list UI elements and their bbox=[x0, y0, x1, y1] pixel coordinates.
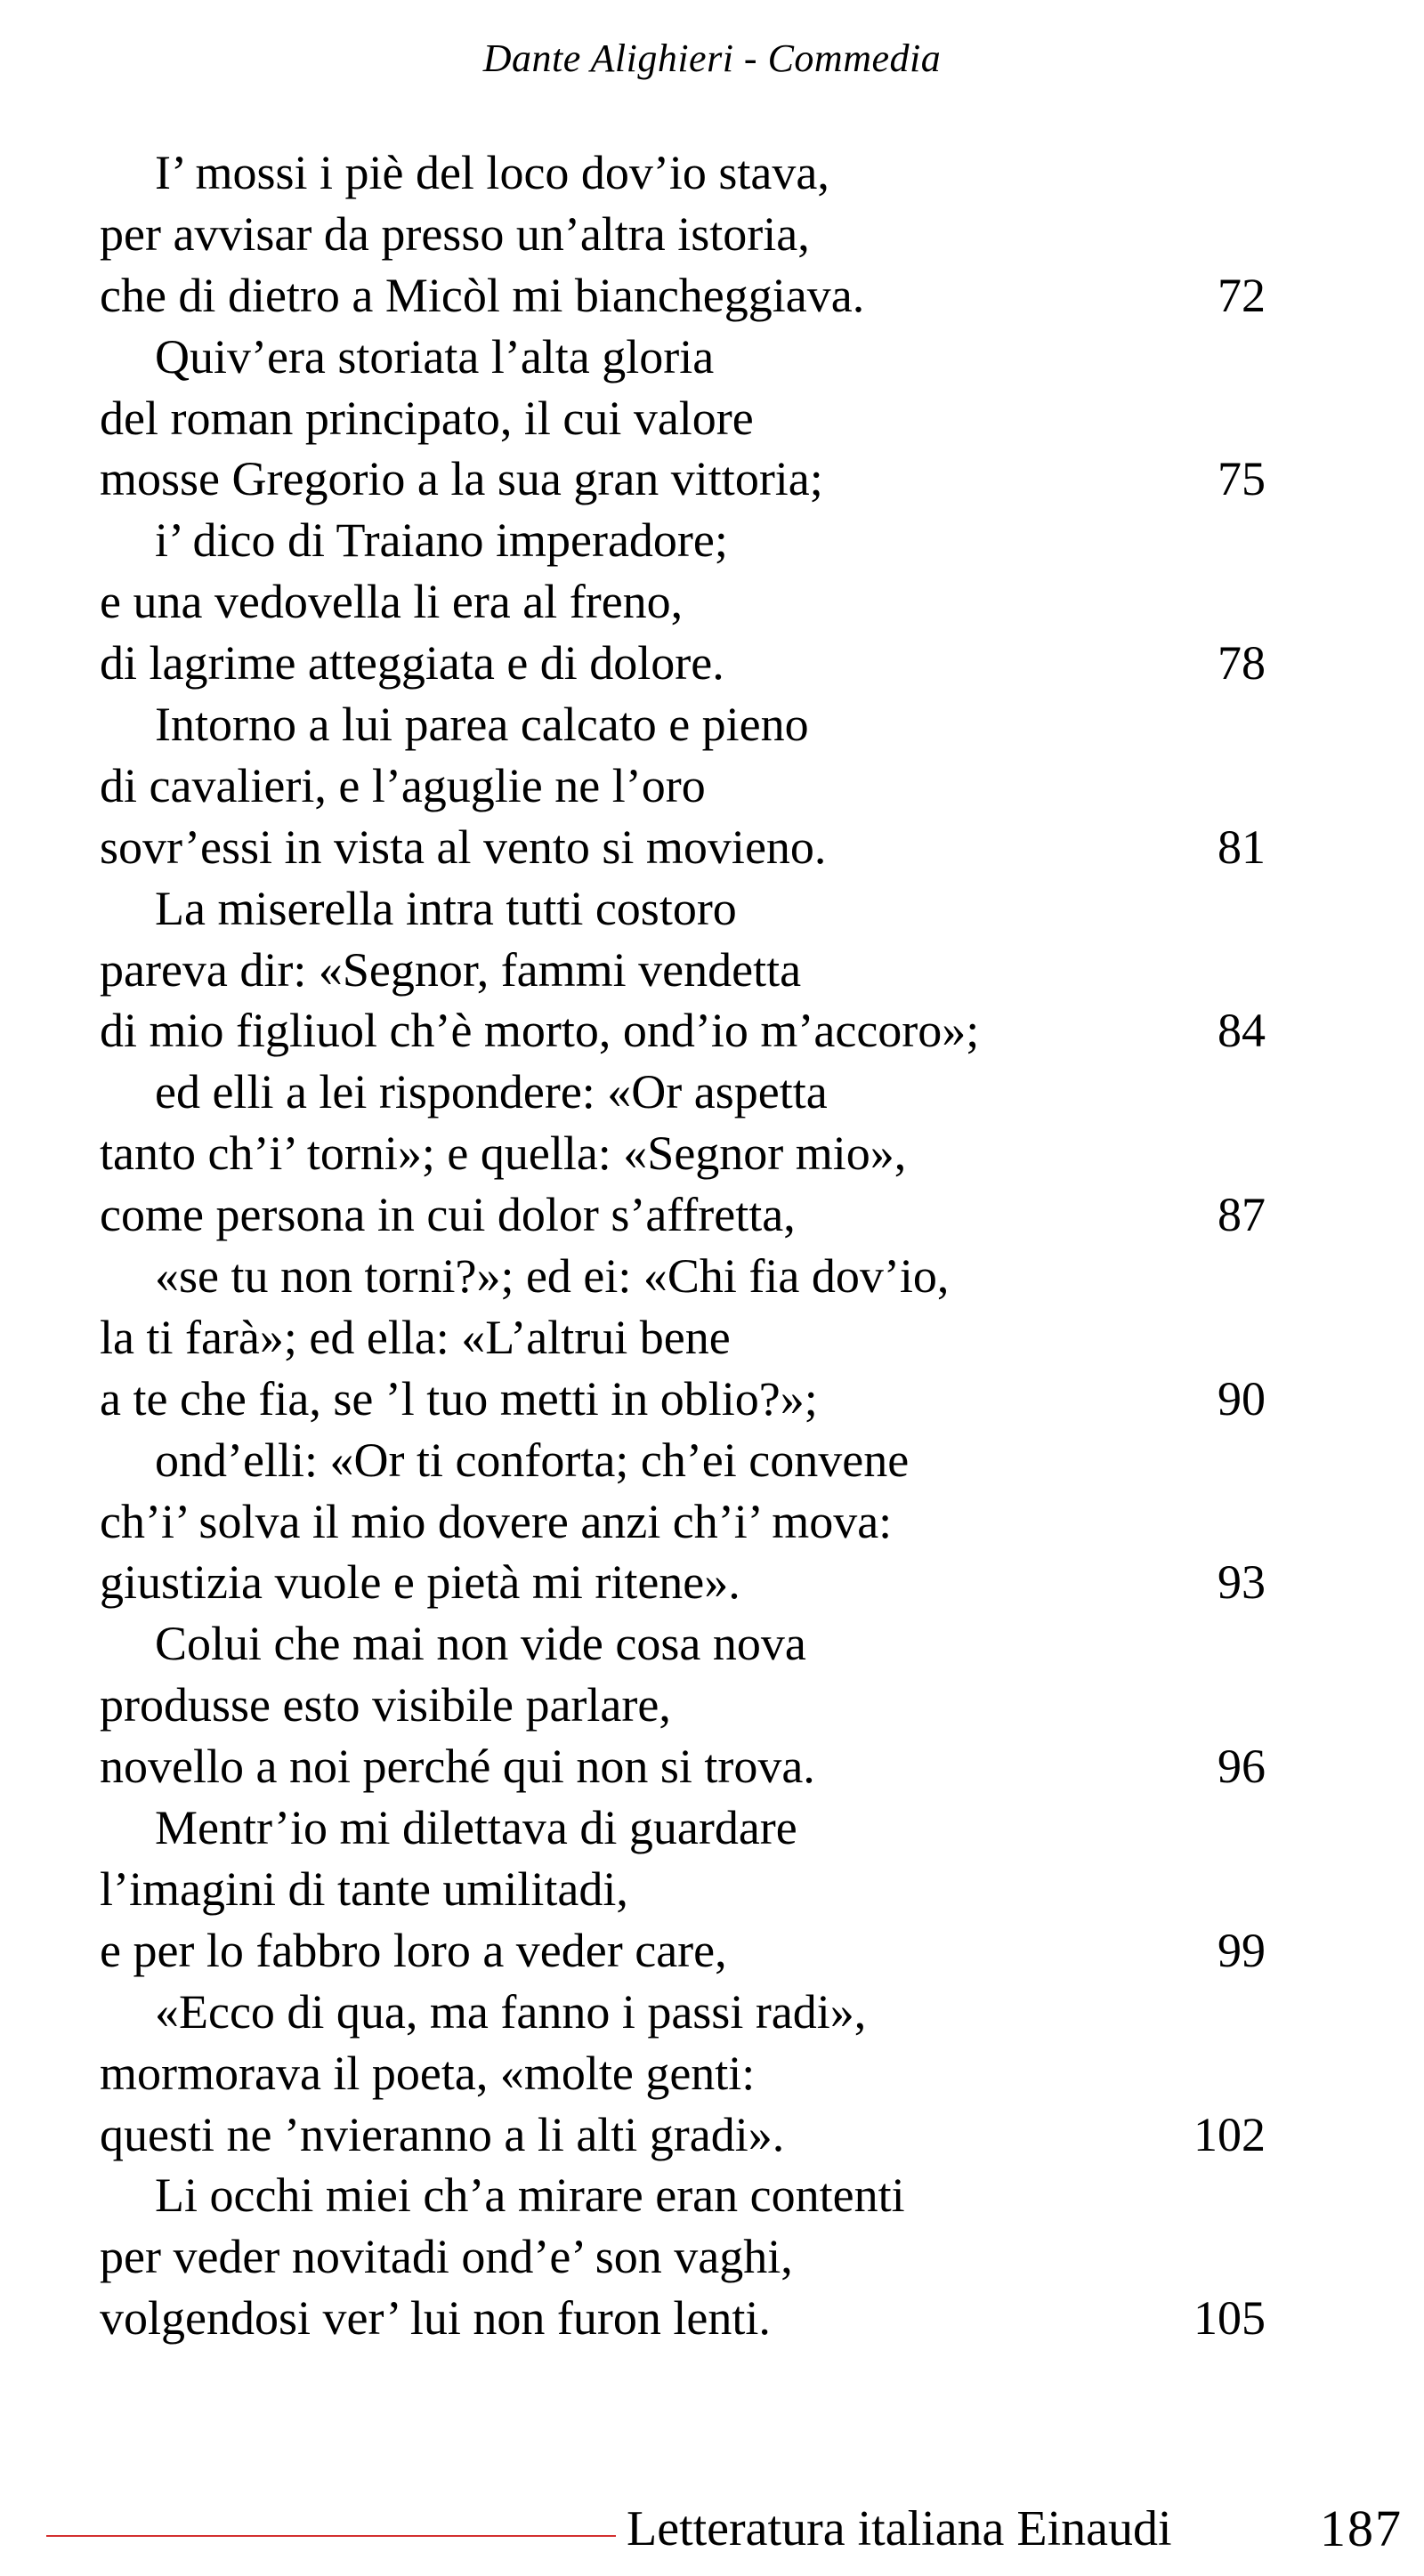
line-number: 75 bbox=[1218, 452, 1266, 506]
tercet bbox=[100, 694, 1266, 878]
verse-line: Li occhi miei ch’a mirare eran contenti bbox=[155, 2168, 905, 2223]
tercet bbox=[100, 142, 1266, 327]
verse-line: I’ mossi i piè del loco dov’io stava, bbox=[155, 146, 829, 199]
verse-line bbox=[100, 448, 1266, 510]
line-number: 102 bbox=[1193, 2107, 1266, 2161]
verse-line bbox=[100, 1369, 1266, 1430]
verse-line: e una vedovella li era al freno, bbox=[100, 575, 684, 629]
tercet bbox=[100, 1430, 1266, 1614]
verse-line bbox=[100, 265, 1266, 327]
line-number: 93 bbox=[1218, 1555, 1266, 1610]
verse-text: volgendosi ver’ lui non furon lenti. bbox=[100, 2291, 771, 2346]
verse-line bbox=[100, 1184, 1266, 1246]
line-number: 78 bbox=[1218, 636, 1266, 690]
verse-line: «Ecco di qua, ma fanno i passi radi», bbox=[155, 1984, 867, 2039]
verse-line: tanto ch’i’ torni»; e quella: «Segnor mio», bbox=[100, 1126, 907, 1181]
poem-text bbox=[100, 142, 1266, 2349]
tercet bbox=[100, 327, 1266, 511]
verse-line: ond’elli: «Or ti conforta; ch’ei convene bbox=[155, 1433, 910, 1487]
tercet bbox=[100, 1797, 1266, 1982]
verse-line: mormorava il poeta, «molte genti: bbox=[100, 2046, 756, 2100]
tercet bbox=[100, 878, 1266, 1062]
verse-text: mosse Gregorio a la sua gran vittoria; bbox=[100, 452, 823, 506]
line-number: 99 bbox=[1218, 1923, 1266, 1977]
verse-text: sovr’essi in vista al vento si movieno. bbox=[100, 820, 827, 874]
verse-text: a te che fia, se ’l tuo metti in oblio?»; bbox=[100, 1371, 818, 1425]
verse-line bbox=[100, 817, 1266, 878]
line-number: 84 bbox=[1218, 1004, 1266, 1058]
verse-line bbox=[100, 633, 1266, 694]
verse-text: giustizia vuole e pietà mi ritene». bbox=[100, 1555, 740, 1610]
tercet bbox=[100, 1613, 1266, 1797]
verse-line bbox=[100, 2104, 1266, 2166]
verse-text: e per lo fabbro loro a veder care, bbox=[100, 1923, 727, 1977]
page-number: 187 bbox=[1320, 2499, 1403, 2557]
verse-line: «se tu non torni?»; ed ei: «Chi fia dov’io, bbox=[155, 1249, 950, 1304]
verse-line: l’imagini di tante umilitadi, bbox=[100, 1861, 628, 1916]
page-footer bbox=[0, 2493, 1424, 2564]
line-number: 90 bbox=[1218, 1371, 1266, 1425]
running-title: Dante Alighieri - Commedia bbox=[482, 36, 942, 80]
line-number: 81 bbox=[1218, 820, 1266, 874]
line-number: 105 bbox=[1193, 2291, 1266, 2346]
verse-text: novello a noi perché qui non si trova. bbox=[100, 1740, 815, 1794]
verse-line bbox=[100, 2288, 1266, 2349]
verse-line: di cavalieri, e l’aguglie ne l’oro bbox=[100, 758, 706, 812]
verse-text: come persona in cui dolor s’affretta, bbox=[100, 1188, 796, 1242]
verse-text: di mio figliuol ch’è morto, ond’io m’accoro»; bbox=[100, 1004, 980, 1058]
tercet bbox=[100, 510, 1266, 694]
verse-line: per veder novitadi ond’e’ son vaghi, bbox=[100, 2230, 793, 2284]
verse-text: questi ne ’nvieranno a li alti gradi». bbox=[100, 2107, 785, 2161]
publisher-name: Letteratura italiana Einaudi bbox=[627, 2501, 1172, 2556]
verse-line: pareva dir: «Segnor, fammi vendetta bbox=[100, 942, 802, 997]
line-number: 96 bbox=[1218, 1740, 1266, 1794]
verse-line bbox=[100, 1000, 1266, 1062]
verse-line: La miserella intra tutti costoro bbox=[155, 881, 737, 935]
verse-line: Mentr’io mi dilettava di guardare bbox=[155, 1801, 797, 1855]
verse-line: per avvisar da presso un’altra istoria, bbox=[100, 206, 810, 261]
verse-line: Quiv’era storiata l’alta gloria bbox=[155, 329, 715, 384]
tercet bbox=[100, 1062, 1266, 1246]
verse-line: Colui che mai non vide cosa nova bbox=[155, 1617, 806, 1671]
tercet bbox=[100, 1246, 1266, 1430]
verse-text: che di dietro a Micòl mi biancheggiava. bbox=[100, 268, 865, 322]
line-number: 87 bbox=[1218, 1188, 1266, 1242]
footer-rule bbox=[46, 2535, 616, 2537]
verse-line: i’ dico di Traiano imperadore; bbox=[155, 513, 728, 568]
verse-line: ed elli a lei rispondere: «Or aspetta bbox=[155, 1065, 828, 1119]
verse-line: la ti farà»; ed ella: «L’altrui bene bbox=[100, 1310, 731, 1364]
verse-line: Intorno a lui parea calcato e pieno bbox=[155, 698, 809, 752]
verse-line bbox=[100, 1552, 1266, 1613]
verse-text: di lagrime atteggiata e di dolore. bbox=[100, 636, 724, 690]
verse-line bbox=[100, 1920, 1266, 1982]
verse-line: ch’i’ solva il mio dovere anzi ch’i’ mova: bbox=[100, 1494, 893, 1548]
verse-line: produsse esto visibile parlare, bbox=[100, 1678, 671, 1732]
tercet bbox=[100, 2165, 1266, 2349]
verse-line: del roman principato, il cui valore bbox=[100, 391, 754, 445]
verse-line bbox=[100, 1736, 1266, 1797]
tercet bbox=[100, 1982, 1266, 2166]
line-number: 72 bbox=[1218, 268, 1266, 322]
